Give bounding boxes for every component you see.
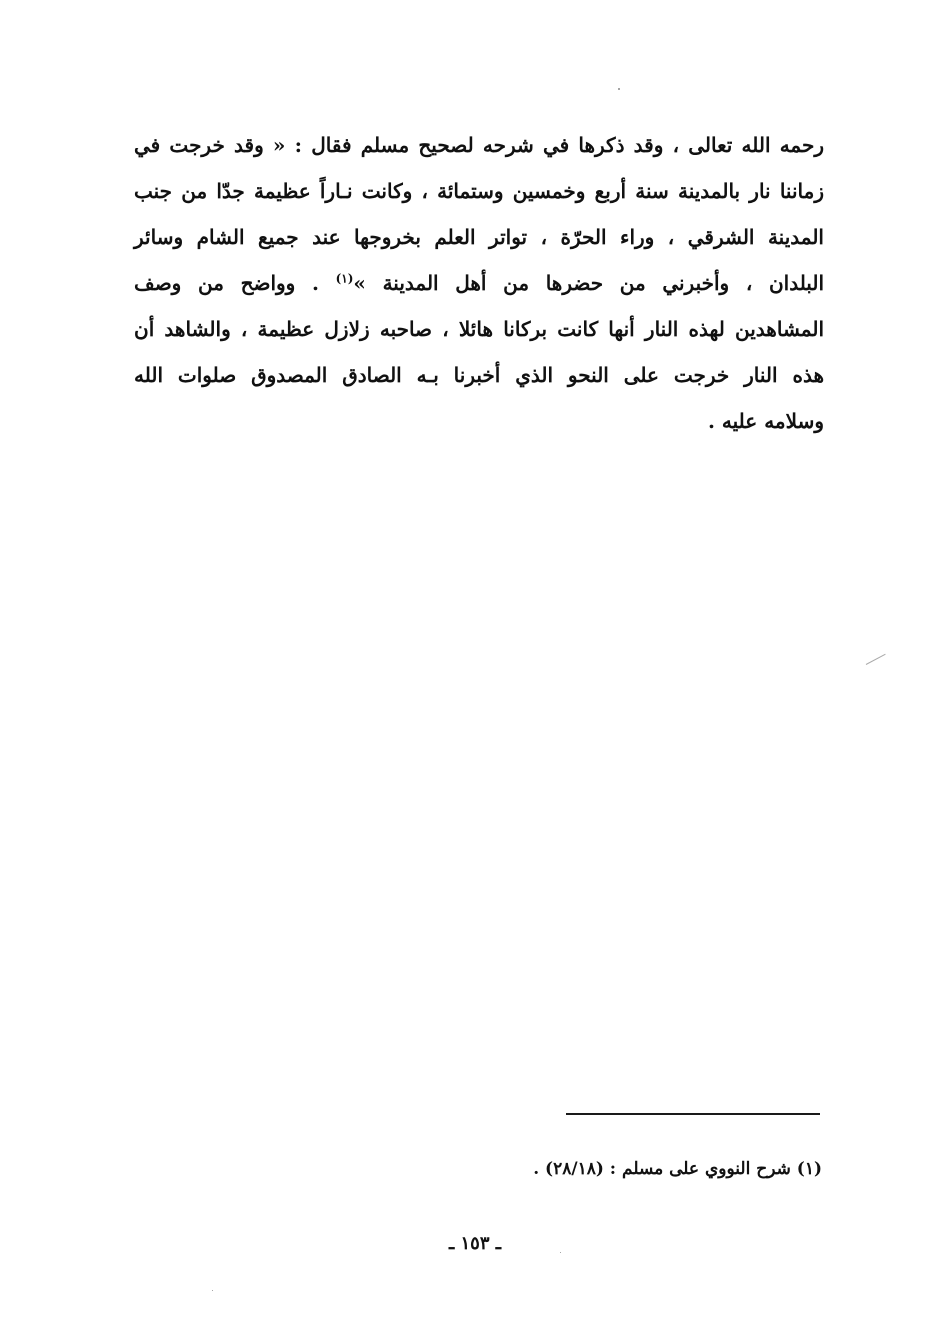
text-line-5: المشاهدين لهذه النار أنها كانت بركانا هائلا ، صاحبه زلازل عظيمة ، والشاهد أن — [134, 317, 824, 341]
text-line-1: رحمه الله تعالى ، وقد ذكرها في شرحه لصحيح مسلم فقال : « وقد خرجت في — [134, 133, 824, 157]
main-paragraph — [134, 122, 824, 444]
scan-speck — [212, 1290, 213, 1291]
text-line-3: المدينة الشرقي ، وراء الحرّة ، تواتر العلم بخروجها عند جميع الشام وسائر — [134, 225, 824, 249]
page-number: ـ ١٥٣ ـ — [448, 1233, 502, 1254]
footnote-reference-mark: (١) — [335, 271, 354, 286]
footnote: (١) شرح النووي على مسلم : (٢٨/١٨) . — [533, 1159, 822, 1179]
scan-speck — [560, 1252, 561, 1253]
text-line-4-start: البلدان ، وأخبرني من حضرها من أهل المدينة » — [353, 271, 824, 295]
text-line-4 — [134, 260, 824, 306]
text-line-4-end: . وواضح من وصف — [134, 271, 319, 295]
text-line-7: وسلامه عليه . — [708, 409, 824, 433]
text-line-2: زماننا نار بالمدينة سنة أربع وخمسين وستمائة ، وكانت نـاراً عظيمة جدّا من جنب — [134, 179, 824, 203]
footnote-separator — [566, 1113, 820, 1115]
scan-stroke-mark — [866, 654, 886, 665]
text-line-6: هذه النار خرجت على النحو الذي أخبرنا بـه الصادق المصدوق صلوات الله — [134, 363, 824, 387]
scan-speck — [618, 88, 620, 90]
